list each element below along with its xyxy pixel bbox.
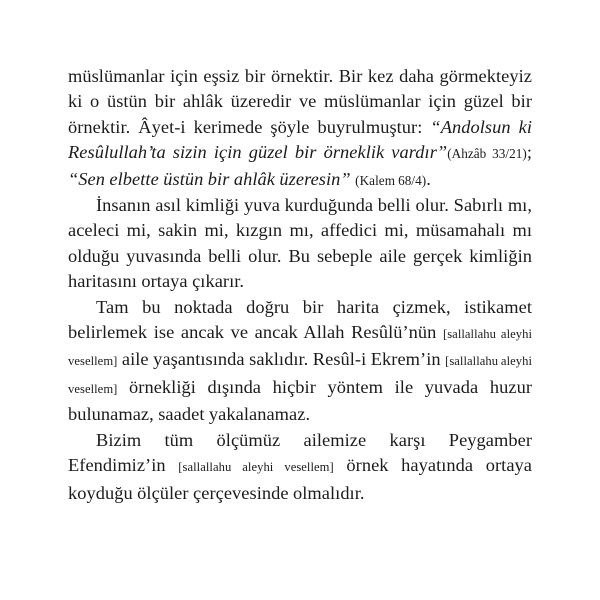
body-text-run: Bizim tüm ölçümüz ailemize karşı Peygamber Efendimiz’in — [68, 429, 532, 476]
paragraph-4 — [68, 428, 532, 506]
honorific-phrase: [sallallahu aleyhi vesellem] — [178, 460, 334, 475]
body-text-run: örnek hayatında ortaya koyduğu ölçüler çerçevesinde olmalıdır. — [68, 455, 533, 503]
source-citation: (Ahzâb 33/21) — [447, 146, 527, 162]
scripture-quotation: “Andolsun ki Resûlullah’ta sizin için güzel bir örneklik vardır” — [68, 116, 532, 163]
body-text-run: aile yaşantısında saklıdır. Resûl-i Ekrem’in — [117, 349, 446, 370]
source-citation: (Kalem 68/4) — [355, 172, 427, 188]
scripture-quotation: “Sen elbette üstün bir ahlâk üzeresin” — [68, 168, 351, 189]
body-text-run: müslümanlar için eşsiz bir örnektir. Bir kez daha görmekteyiz ki o üstün bir ahlâk üzeredir ve müslümanlar için güzel bir örnektir. Âyet-i kerimede şöyle buyrulmuştur: — [68, 66, 532, 137]
paragraph-3 — [68, 295, 532, 428]
paragraph-1 — [68, 64, 532, 193]
body-text-run: örnekliği dışında hiçbir yöntem ile yuvada huzur bulunamaz, saadet yakalanamaz. — [68, 376, 532, 425]
body-text-run: ; — [526, 142, 532, 163]
body-text-run: . — [426, 168, 431, 189]
honorific-phrase: [sallallahu aleyhi vesellem] — [68, 327, 533, 369]
page-text-block — [68, 64, 532, 506]
honorific-phrase: [sallallahu aleyhi vesellem] — [68, 354, 533, 396]
paragraph-2 — [68, 193, 532, 295]
body-text-run: İnsanın asıl kimliği yuva kurduğunda belli olur. Sabırlı mı, aceleci mi, sakin mi, kızgın mı, affedici mi, müsamahalı mı olduğu yuvasında belli olur. Bu sebeple aile gerçek kimliğin haritasını ortaya çıkarır. — [68, 195, 532, 292]
body-text-run: Tam bu noktada doğru bir harita çizmek, istikamet belirlemek ise ancak ve ancak Allah Resûlü’nün — [68, 296, 532, 343]
